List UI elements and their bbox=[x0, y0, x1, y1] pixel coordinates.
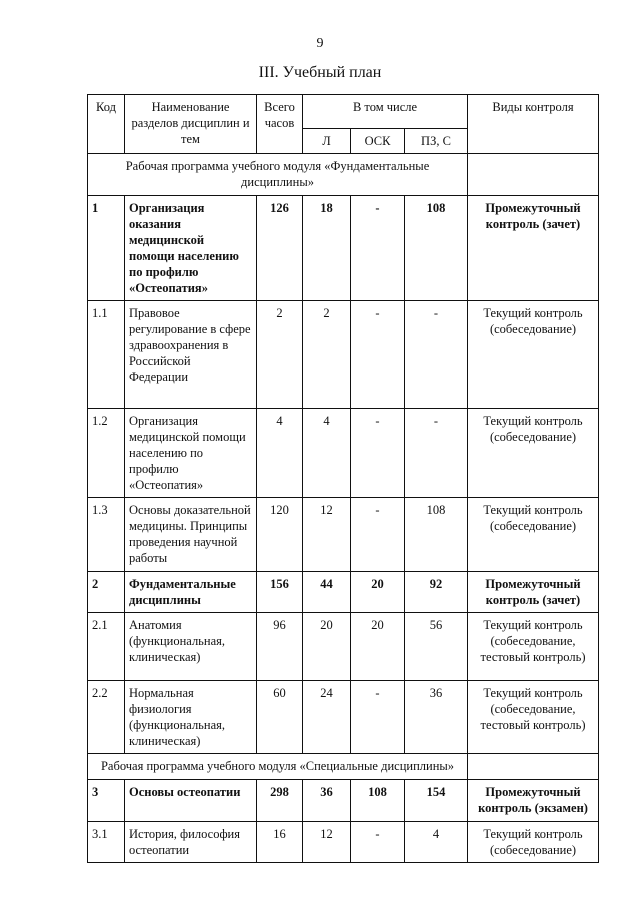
row-code: 2 bbox=[88, 572, 125, 613]
section-empty-cell bbox=[468, 154, 599, 196]
curriculum-table bbox=[87, 94, 599, 863]
row-name: Нормальная физиология (функциональная, клиническая) bbox=[125, 681, 257, 754]
row-lectures: 44 bbox=[303, 572, 351, 613]
table-row bbox=[88, 196, 599, 301]
row-total: 156 bbox=[257, 572, 303, 613]
row-code: 1.3 bbox=[88, 498, 125, 572]
row-lectures: 20 bbox=[303, 613, 351, 681]
row-total: 96 bbox=[257, 613, 303, 681]
row-practice: 36 bbox=[405, 681, 468, 754]
header-including: В том числе bbox=[303, 95, 468, 129]
row-name: Организация оказания медицинской помощи населению по профилю «Остеопатия» bbox=[125, 196, 257, 301]
row-osk: - bbox=[351, 409, 405, 498]
row-name: Основы остеопатии bbox=[125, 780, 257, 822]
row-osk: 108 bbox=[351, 780, 405, 822]
row-lectures: 4 bbox=[303, 409, 351, 498]
table-row bbox=[88, 681, 599, 754]
table-row bbox=[88, 409, 599, 498]
row-control: Промежуточный контроль (зачет) bbox=[468, 196, 599, 301]
row-practice: 56 bbox=[405, 613, 468, 681]
row-code: 1 bbox=[88, 196, 125, 301]
section-title: Рабочая программа учебного модуля «Специальные дисциплины» bbox=[88, 754, 468, 780]
row-lectures: 2 bbox=[303, 301, 351, 409]
section-empty-cell bbox=[468, 754, 599, 780]
row-code: 2.1 bbox=[88, 613, 125, 681]
row-osk: - bbox=[351, 498, 405, 572]
row-control: Промежуточный контроль (зачет) bbox=[468, 572, 599, 613]
row-control: Текущий контроль (собеседование) bbox=[468, 301, 599, 409]
header-osk: ОСК bbox=[351, 129, 405, 154]
row-practice: - bbox=[405, 409, 468, 498]
row-practice: 108 bbox=[405, 196, 468, 301]
row-control: Текущий контроль (собеседование) bbox=[468, 822, 599, 863]
row-code: 2.2 bbox=[88, 681, 125, 754]
table-row bbox=[88, 572, 599, 613]
row-total: 126 bbox=[257, 196, 303, 301]
row-name: Организация медицинской помощи населению по профилю «Остеопатия» bbox=[125, 409, 257, 498]
header-practice: ПЗ, С bbox=[405, 129, 468, 154]
page-number: 9 bbox=[316, 36, 324, 51]
row-control: Текущий контроль (собеседование) bbox=[468, 498, 599, 572]
row-lectures: 12 bbox=[303, 822, 351, 863]
row-osk: - bbox=[351, 822, 405, 863]
row-lectures: 24 bbox=[303, 681, 351, 754]
row-osk: 20 bbox=[351, 613, 405, 681]
header-lectures: Л bbox=[303, 129, 351, 154]
row-practice: 154 bbox=[405, 780, 468, 822]
header-control: Виды контроля bbox=[468, 95, 599, 154]
row-name: История, философия остеопатии bbox=[125, 822, 257, 863]
table-row bbox=[88, 498, 599, 572]
table-row bbox=[88, 822, 599, 863]
row-lectures: 12 bbox=[303, 498, 351, 572]
row-control: Текущий контроль (собеседование, тестовый контроль) bbox=[468, 681, 599, 754]
row-code: 3.1 bbox=[88, 822, 125, 863]
row-practice: 108 bbox=[405, 498, 468, 572]
header-total: Всего часов bbox=[257, 95, 303, 154]
page-title: III. Учебный план bbox=[258, 64, 382, 81]
row-name: Правовое регулирование в сфере здравоохранения в Российской Федерации bbox=[125, 301, 257, 409]
row-code: 1.1 bbox=[88, 301, 125, 409]
header-name: Наименование разделов дисциплин и тем bbox=[125, 95, 257, 154]
row-name: Основы доказательной медицины. Принципы проведения научной работы bbox=[125, 498, 257, 572]
table-row bbox=[88, 301, 599, 409]
table-row bbox=[88, 780, 599, 822]
row-control: Промежуточный контроль (экзамен) bbox=[468, 780, 599, 822]
row-total: 120 bbox=[257, 498, 303, 572]
row-total: 2 bbox=[257, 301, 303, 409]
header-code: Код bbox=[88, 95, 125, 154]
row-practice: - bbox=[405, 301, 468, 409]
row-control: Текущий контроль (собеседование) bbox=[468, 409, 599, 498]
row-total: 16 bbox=[257, 822, 303, 863]
row-practice: 4 bbox=[405, 822, 468, 863]
section-title: Рабочая программа учебного модуля «Фундаментальные дисциплины» bbox=[88, 154, 468, 196]
row-code: 1.2 bbox=[88, 409, 125, 498]
row-lectures: 18 bbox=[303, 196, 351, 301]
row-osk: 20 bbox=[351, 572, 405, 613]
row-code: 3 bbox=[88, 780, 125, 822]
row-osk: - bbox=[351, 681, 405, 754]
row-total: 298 bbox=[257, 780, 303, 822]
row-lectures: 36 bbox=[303, 780, 351, 822]
row-total: 4 bbox=[257, 409, 303, 498]
table-row bbox=[88, 613, 599, 681]
row-practice: 92 bbox=[405, 572, 468, 613]
row-name: Фундаментальные дисциплины bbox=[125, 572, 257, 613]
row-name: Анатомия (функциональная, клиническая) bbox=[125, 613, 257, 681]
row-control: Текущий контроль (собеседование, тестовый контроль) bbox=[468, 613, 599, 681]
row-osk: - bbox=[351, 301, 405, 409]
row-total: 60 bbox=[257, 681, 303, 754]
row-osk: - bbox=[351, 196, 405, 301]
